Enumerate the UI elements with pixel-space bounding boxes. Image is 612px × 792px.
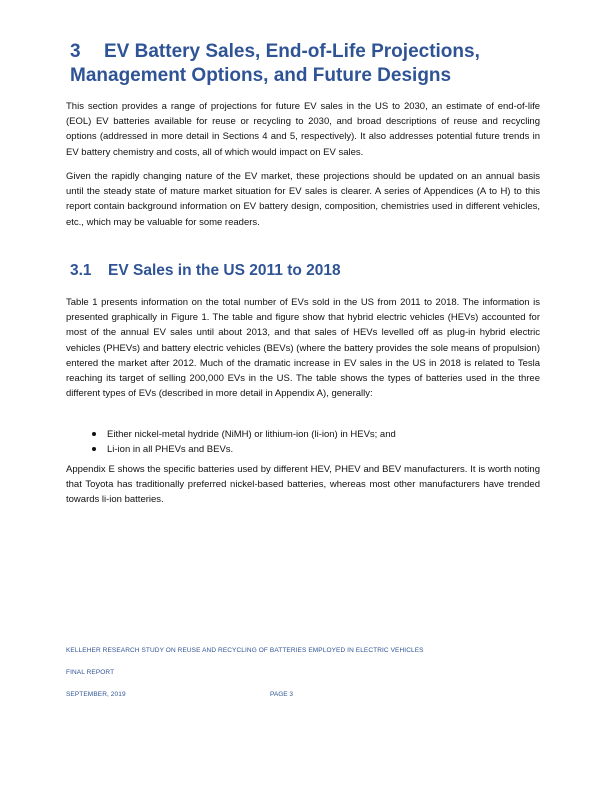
body-paragraph: Table 1 presents information on the total number of EVs sold in the US from 2011 to 2018. The information is presented graphically in Figure 1. The table and figure show that hybrid electric vehicles (HEVs) accounted for most of the annual EV sales until about 2013, and that sales of HEVs levelled off as plug-in hybrid electric vehicles (PHEVs) and battery electric vehicles (BEVs) (where the battery provides the sole means of propulsion) entered the market after 2012. Much of the dramatic increase in EV sales in the US in 2018 is related to Tesla reaching its target of selling 200,000 EVs in the US. The table shows the types of batteries used in the three different types of EVs (described in more detail in Appendix A), generally:: [66, 297, 540, 400]
section-number: 3: [70, 41, 81, 62]
section-title-line-2: Management Options, and Future Designs: [70, 65, 452, 86]
intro-paragraph-2: Given the rapidly changing nature of the EV market, these projections should be updated on an annual basis until the steady state of mature market situation for EV sales is clearer. A series of Appendices (A to H) to this report contain background information on EV battery design, composition, chemistries used in different vehicles, etc., which may be valuable for some readers.: [66, 171, 540, 228]
subsection-number: 3.1: [70, 262, 92, 279]
intro-paragraph-1: This section provides a range of projections for future EV sales in the US to 2030, an estimate of end-of-life (EOL) EV batteries available for reuse or recycling to 2030, and broad descriptions of reuse and recycling options (addressed in more detail in Sections 4 and 5, respectively). It also addresses potential future trends in EV battery chemistry and costs, all of which would impact on EV sales.: [66, 101, 540, 158]
closing-paragraph: Appendix E shows the specific batteries used by different HEV, PHEV and BEV manufacturers. It is worth noting that Toyota has traditionally preferred nickel-based batteries, whereas most other manufacturers have trended towards li-ion batteries.: [66, 464, 540, 506]
footer-page-number: PAGE 3: [270, 691, 294, 698]
bullet-icon: [92, 432, 96, 436]
footer-study-title: KELLEHER RESEARCH STUDY ON REUSE AND RECYCLING OF BATTERIES EMPLOYED IN ELECTRIC VEHICLES: [66, 647, 424, 654]
subsection-title: EV Sales in the US 2011 to 2018: [108, 262, 341, 279]
bullet-icon: [92, 447, 96, 451]
section-heading: [70, 40, 550, 88]
footer-report-type: FINAL REPORT: [66, 669, 115, 676]
battery-type-list: [92, 427, 396, 457]
list-item: Either nickel-metal hydride (NiMH) or lithium-ion (li-ion) in HEVs; and: [92, 427, 396, 442]
list-item: Li-ion in all PHEVs and BEVs.: [92, 442, 396, 457]
section-title-line-1: EV Battery Sales, End-of-Life Projections,: [104, 41, 480, 62]
footer-date: SEPTEMBER, 2019: [66, 691, 126, 698]
subsection-heading: [70, 261, 341, 281]
